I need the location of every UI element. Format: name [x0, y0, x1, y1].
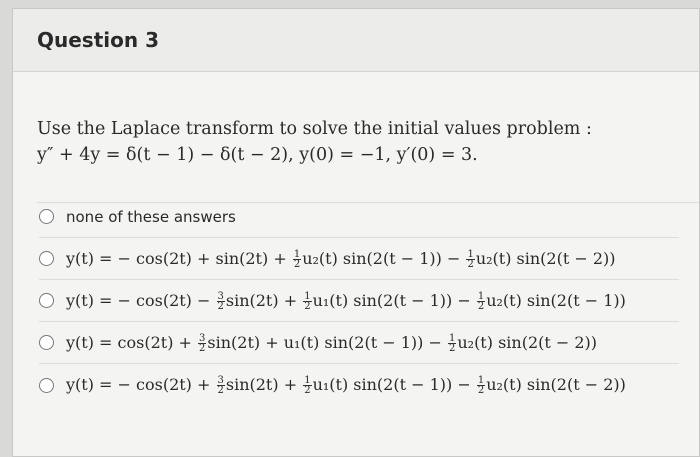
question-card	[12, 8, 700, 457]
fraction: $\frac{1}{2}$	[293, 248, 301, 270]
radio-button[interactable]	[39, 293, 54, 308]
option-text-mid: u₂(t) sin(2(t − 1)) −	[302, 248, 466, 268]
answer-option-4[interactable]	[39, 322, 679, 364]
option-label	[66, 291, 626, 311]
option-text-start: y(t) = cos(2t) +	[66, 332, 198, 352]
option-text-mid: u₁(t) sin(2(t − 1)) −	[312, 375, 476, 394]
fraction: $\frac{1}{2}$	[477, 375, 485, 396]
option-text-a: sin(2t) + u₁(t) sin(2(t − 1)) −	[207, 332, 447, 352]
answer-option-5[interactable]	[39, 364, 679, 406]
option-text-end: u₂(t) sin(2(t − 2))	[475, 248, 616, 268]
prompt-line-1: Use the Laplace transform to solve the initial values problem :	[37, 119, 592, 139]
option-label	[66, 333, 597, 353]
option-text-start: y(t) = − cos(2t) −	[66, 290, 216, 310]
fraction: $\frac{1}{2}$	[304, 290, 311, 312]
option-label: none of these answers	[66, 207, 236, 226]
fraction: $\frac{1}{2}$	[304, 375, 311, 396]
option-text-a: sin(2t) +	[225, 290, 303, 310]
option-text-a: sin(2t) +	[225, 375, 303, 394]
option-text-start: y(t) = − cos(2t) + sin(2t) +	[66, 248, 292, 268]
answer-option-1[interactable]	[39, 196, 679, 238]
radio-button[interactable]	[39, 335, 54, 350]
option-label	[66, 375, 626, 395]
radio-button[interactable]	[39, 378, 54, 393]
fraction: $\frac{3}{2}$	[217, 375, 224, 396]
answer-option-2[interactable]	[39, 238, 679, 280]
fraction: $\frac{1}{2}$	[467, 248, 474, 270]
option-text-end: u₂(t) sin(2(t − 1))	[486, 290, 626, 310]
radio-button[interactable]	[39, 209, 54, 224]
option-text-end: u₂(t) sin(2(t − 2))	[486, 375, 626, 394]
option-text-start: y(t) = − cos(2t) +	[66, 375, 216, 394]
radio-button[interactable]	[39, 251, 54, 266]
prompt-equation: y″ + 4y = δ(t − 1) − δ(t − 2), y(0) = −1, y′(0) = 3.	[37, 145, 478, 165]
option-text-end: u₂(t) sin(2(t − 2))	[457, 332, 598, 352]
fraction: $\frac{1}{2}$	[448, 332, 456, 354]
fraction: $\frac{3}{2}$	[199, 332, 206, 354]
option-label	[66, 249, 616, 269]
fraction: $\frac{1}{2}$	[477, 290, 485, 312]
question-prompt	[37, 116, 592, 168]
answer-option-3[interactable]	[39, 280, 679, 322]
question-title: Question 3	[37, 28, 159, 52]
option-text-mid: u₁(t) sin(2(t − 1)) −	[312, 290, 476, 310]
fraction: $\frac{3}{2}$	[217, 290, 224, 312]
question-header	[13, 9, 699, 72]
